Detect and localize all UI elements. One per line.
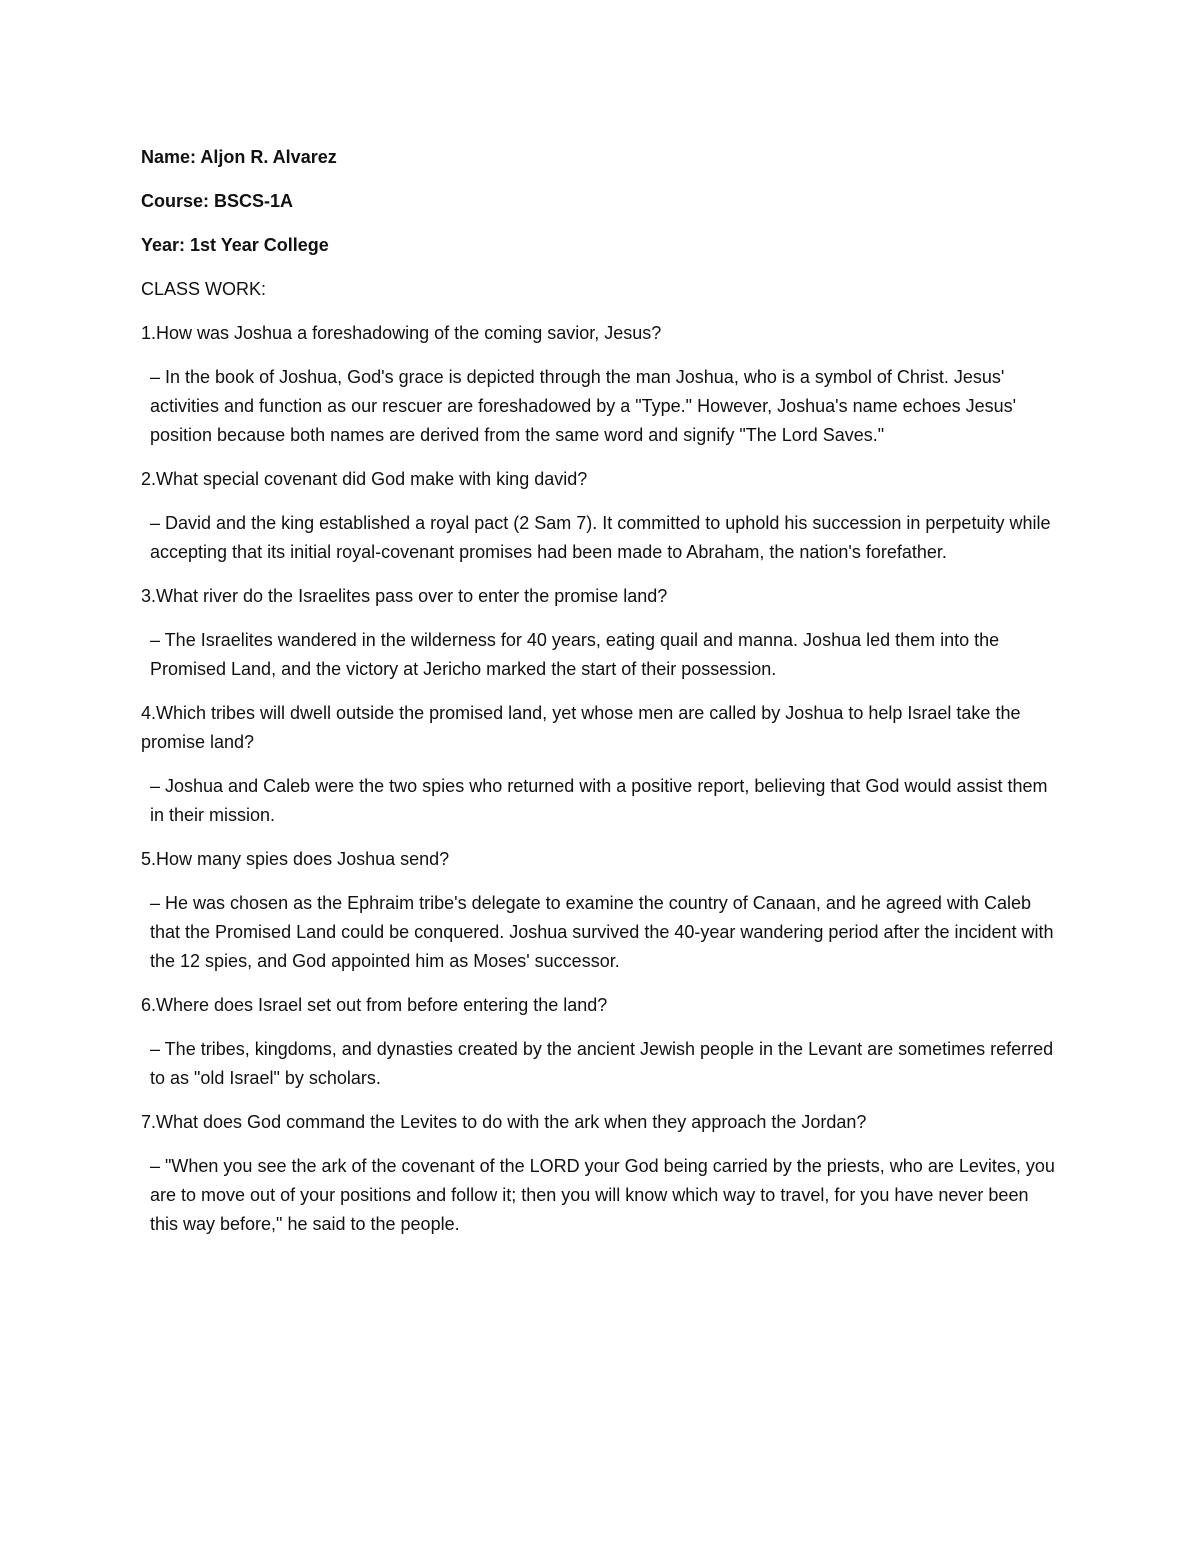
question-2: 2.What special covenant did God make with king david? — [141, 469, 588, 489]
student-name: Name: Aljon R. Alvarez — [141, 147, 337, 167]
question-4: 4.Which tribes will dwell outside the promised land, yet whose men are called by Joshua to help Israel take the promise land? — [141, 703, 1021, 752]
answer-7: – "When you see the ark of the covenant of the LORD your God being carried by the priests, who are Levites, you are to move out of your positions and follow it; then you will know which way to travel, for you have never been this way before," he said to the people. — [150, 1156, 1055, 1234]
answer-5: – He was chosen as the Ephraim tribe's delegate to examine the country of Canaan, and he agreed with Caleb that the Promised Land could be conquered. Joshua survived the 40-year wandering period after the incident with the 12 spies, and God appointed him as Moses' successor. — [150, 893, 1054, 971]
question-1: 1.How was Joshua a foreshadowing of the coming savior, Jesus? — [141, 323, 662, 343]
question-6: 6.Where does Israel set out from before entering the land? — [141, 995, 608, 1015]
answer-6: – The tribes, kingdoms, and dynasties created by the ancient Jewish people in the Levant are sometimes referred to as "old Israel" by scholars. — [150, 1039, 1054, 1088]
answer-4: – Joshua and Caleb were the two spies who returned with a positive report, believing that God would assist them in their mission. — [150, 776, 1048, 825]
document-page — [141, 143, 1061, 1254]
student-course: Course: BSCS-1A — [141, 191, 294, 211]
answer-3: – The Israelites wandered in the wilderness for 40 years, eating quail and manna. Joshua led them into the Promised Land, and the victory at Jericho marked the start of their possession. — [150, 630, 1000, 679]
question-3: 3.What river do the Israelites pass over to enter the promise land? — [141, 586, 668, 606]
question-5: 5.How many spies does Joshua send? — [141, 849, 450, 869]
question-7: 7.What does God command the Levites to do with the ark when they approach the Jordan? — [141, 1112, 867, 1132]
class-work-label: CLASS WORK: — [141, 279, 267, 299]
student-year: Year: 1st Year College — [141, 235, 329, 255]
answer-2: – David and the king established a royal pact (2 Sam 7). It committed to uphold his succession in perpetuity while accepting that its initial royal-covenant promises had been made to Abraham, the nation's forefather. — [150, 513, 1051, 562]
answer-1: – In the book of Joshua, God's grace is depicted through the man Joshua, who is a symbol of Christ. Jesus' activities and function as our rescuer are foreshadowed by a "Type." However, Joshua's name echoes Jesus' position because both names are derived from the same word and signify "The Lord Saves." — [150, 367, 1017, 445]
